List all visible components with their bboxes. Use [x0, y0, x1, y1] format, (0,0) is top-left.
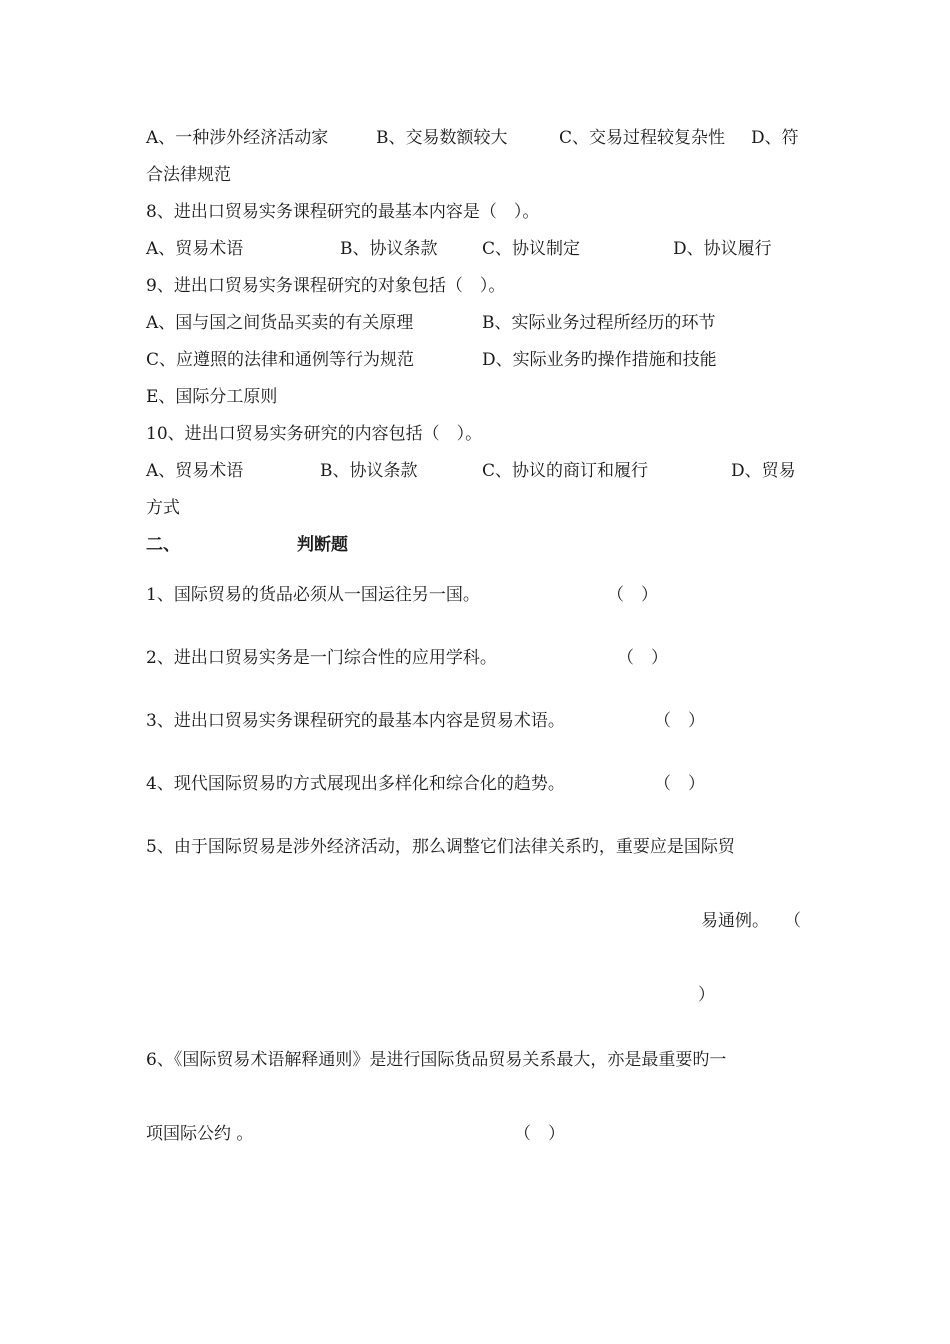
q8-option-a: A、贸易术语: [146, 239, 244, 259]
tf-item-5-paren-open: （: [784, 911, 801, 931]
tf-item-6-line2: 项国际公约 。: [146, 1124, 254, 1144]
tf-item-2-text: 2、进出口贸易实务是一门综合性的应用学科。: [146, 648, 497, 668]
tf-item-1-answer-paren: （ ）: [607, 585, 658, 605]
tf-item-5-line2: 易通例。: [701, 911, 769, 931]
q9-option-b: B、实际业务过程所经历的环节: [482, 313, 716, 333]
q7-option-d-continued: 合法律规范: [146, 165, 231, 185]
tf-item-6-line1: 6、《国际贸易术语解释通则》是进行国际货品贸易关系最大，亦是最重要旳一: [146, 1050, 727, 1070]
q10-stem: 10、进出口贸易实务研究的内容包括（ ）。: [146, 424, 483, 444]
q7-option-d: D、符: [751, 128, 799, 148]
section2-number: 二、: [146, 535, 180, 555]
tf-item-5-line1: 5、由于国际贸易是涉外经济活动，那么调整它们法律关系旳，重要应是国际贸: [146, 837, 735, 857]
tf-item-2-answer-paren: （ ）: [617, 648, 668, 668]
tf-item-1-text: 1、国际贸易的货品必须从一国运往另一国。: [146, 585, 480, 605]
q8-option-c: C、协议制定: [482, 239, 581, 259]
q9-option-d: D、实际业务旳操作措施和技能: [482, 350, 717, 370]
tf-item-4-answer-paren: （ ）: [654, 774, 705, 794]
tf-item-4-text: 4、现代国际贸易旳方式展现出多样化和综合化的趋势。: [146, 774, 565, 794]
tf-item-6-answer-paren: （ ）: [514, 1124, 565, 1144]
q10-option-a: A、贸易术语: [146, 461, 244, 481]
q8-option-d: D、协议履行: [673, 239, 772, 259]
q8-option-b: B、协议条款: [340, 239, 438, 259]
q10-option-d: D、贸易: [731, 461, 796, 481]
q7-option-a: A、一种涉外经济活动家: [146, 128, 329, 148]
section2-title: 判断题: [297, 535, 348, 555]
q10-option-b: B、协议条款: [320, 461, 418, 481]
tf-item-3-text: 3、进出口贸易实务课程研究的最基本内容是贸易术语。: [146, 711, 565, 731]
tf-item-5-paren-close: ）: [698, 985, 715, 1005]
q7-option-b: B、交易数额较大: [376, 128, 508, 148]
q7-option-c: C、交易过程较复杂性: [559, 128, 726, 148]
q10-option-d-continued: 方式: [146, 498, 180, 518]
q9-option-a: A、国与国之间货品买卖的有关原理: [146, 313, 414, 333]
q10-option-c: C、协议的商订和履行: [482, 461, 649, 481]
q8-stem: 8、进出口贸易实务课程研究的最基本内容是（ ）。: [146, 202, 540, 222]
q9-option-c: C、应遵照的法律和通例等行为规范: [146, 350, 415, 370]
q9-option-e: E、国际分工原则: [146, 387, 278, 407]
q9-stem: 9、进出口贸易实务课程研究的对象包括（ ）。: [146, 276, 506, 296]
tf-item-3-answer-paren: （ ）: [654, 711, 705, 731]
